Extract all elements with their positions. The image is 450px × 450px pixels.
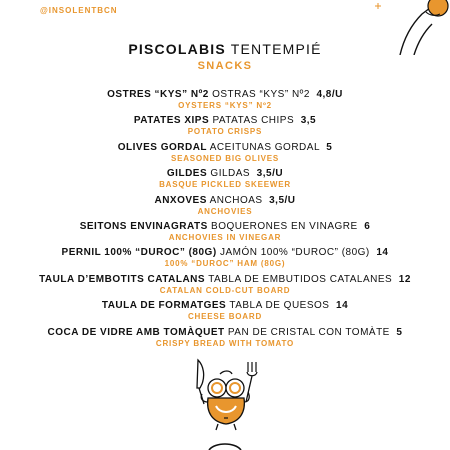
item-price: 5 (396, 326, 403, 338)
item-price: 14 (336, 300, 349, 312)
menu-item (0, 220, 450, 246)
menu-item (0, 326, 450, 352)
item-name-catalan: OSTRES “KYS” Nº2 (107, 89, 209, 100)
menu-item (0, 141, 450, 167)
menu-item (0, 114, 450, 140)
item-name-catalan: OLIVES GORDAL (117, 141, 208, 153)
item-price: 3,5/U (256, 168, 284, 180)
menu-list (0, 88, 450, 352)
menu-header (0, 40, 450, 72)
item-name-english: CRISPY BREAD WITH TOMATO (155, 338, 295, 348)
item-name-spanish: ANCHOAS (209, 194, 263, 206)
item-name-spanish: TABLA DE QUESOS (229, 300, 330, 312)
item-name-spanish: GILDAS (210, 168, 251, 180)
item-name-english: 100% “DUROC” HAM (80G) (164, 259, 286, 269)
instagram-handle: @INSOLENTBCN (40, 6, 118, 15)
item-name-english: CHEESE BOARD (187, 312, 263, 322)
item-price: 3,5/U (269, 194, 296, 206)
item-name-english: CATALAN COLD-CUT BOARD (159, 285, 291, 295)
item-name-english: BASQUE PICKLED SKEEWER (159, 180, 291, 190)
menu-item (0, 194, 450, 220)
item-name-spanish: PATATAS CHIPS (212, 115, 295, 127)
item-price: 12 (398, 273, 411, 285)
page-title (0, 40, 450, 58)
item-price: 4,8/U (316, 89, 343, 100)
decorative-arc-icon (205, 440, 245, 450)
title-catalan: PISCOLABIS (128, 41, 226, 57)
title-spanish: TENTEMPIÉ (230, 41, 322, 57)
item-price: 6 (364, 220, 371, 232)
item-name-spanish: ACEITUNAS GORDAL (209, 141, 320, 153)
item-name-english: POTATO CRISPS (187, 127, 263, 137)
item-name-english: ANCHOVIES (197, 206, 253, 216)
item-name-spanish: OSTRAS “KYS” Nº2 (212, 89, 310, 100)
item-name-english: ANCHOVIES IN VINEGAR (168, 232, 282, 242)
item-price: 3,5 (300, 115, 317, 127)
item-name-catalan: ANXOVES (154, 194, 207, 206)
item-name-catalan: GILDES (166, 168, 208, 180)
item-name-catalan: SEITONS ENVINAGRATS (79, 220, 208, 232)
item-name-spanish: TABLA DE EMBUTIDOS CATALANES (208, 273, 393, 285)
cutlery-mascot-icon (190, 358, 262, 432)
page-subtitle: SNACKS (197, 60, 253, 72)
menu-item (0, 273, 450, 299)
menu-item (0, 246, 450, 272)
item-name-spanish: PAN DE CRISTAL CON TOMÀTE (227, 326, 390, 338)
item-name-catalan: PATATES XIPS (133, 115, 210, 127)
menu-item (0, 88, 450, 114)
item-name-english: OYSTERS “KYS” Nº2 (178, 101, 272, 110)
item-name-catalan: TAULA D’EMBOTITS CATALANS (39, 273, 206, 285)
item-name-english: SEASONED BIG OLIVES (170, 153, 280, 163)
menu-item (0, 299, 450, 325)
item-name-catalan: COCA DE VIDRE AMB TOMÀQUET (47, 326, 225, 338)
item-price: 5 (326, 141, 333, 153)
item-name-catalan: TAULA DE FORMATGES (101, 300, 227, 312)
item-name-catalan: PERNIL 100% “DUROC” (80G) (61, 247, 217, 259)
item-name-spanish: BOQUERONES EN VINAGRE (211, 220, 358, 232)
item-name-spanish: JAMÓN 100% “DUROC” (80G) (219, 247, 370, 259)
menu-item (0, 167, 450, 193)
item-price: 14 (376, 247, 389, 259)
